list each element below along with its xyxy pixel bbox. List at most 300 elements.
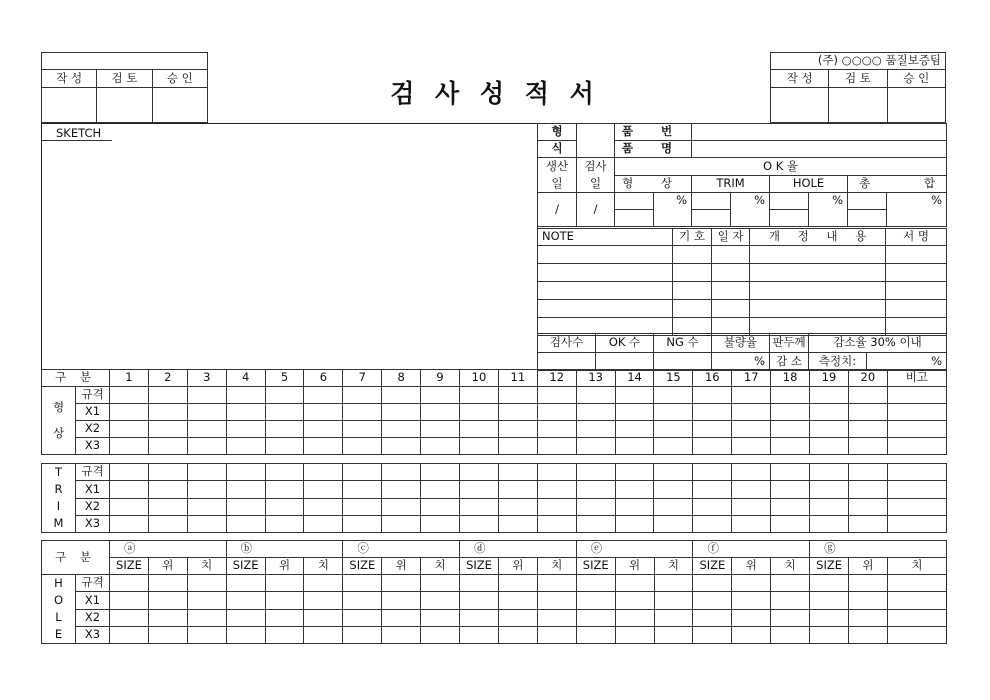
data-cell[interactable] (110, 481, 149, 498)
data-cell[interactable] (848, 387, 887, 404)
data-cell[interactable] (382, 421, 421, 438)
data-cell[interactable] (226, 481, 265, 498)
data-cell[interactable] (887, 515, 946, 532)
data-cell[interactable] (771, 575, 810, 592)
data-cell[interactable] (537, 592, 576, 609)
data-cell[interactable] (148, 438, 187, 455)
data-cell[interactable] (693, 404, 732, 421)
data-cell[interactable] (226, 592, 265, 609)
data-cell[interactable] (654, 575, 693, 592)
data-cell[interactable] (148, 592, 187, 609)
insp-date-value[interactable]: / (577, 193, 615, 227)
data-cell[interactable] (460, 515, 499, 532)
data-cell[interactable] (810, 387, 849, 404)
data-cell[interactable] (265, 421, 304, 438)
data-cell[interactable] (693, 515, 732, 532)
data-cell[interactable] (537, 438, 576, 455)
data-cell[interactable] (343, 498, 382, 515)
data-cell[interactable] (848, 421, 887, 438)
data-cell[interactable] (693, 387, 732, 404)
data-cell[interactable] (187, 438, 226, 455)
data-cell[interactable] (537, 481, 576, 498)
data-cell[interactable] (693, 575, 732, 592)
rev-date-cell[interactable] (712, 264, 750, 282)
data-cell[interactable] (187, 575, 226, 592)
data-cell[interactable] (537, 464, 576, 481)
data-cell[interactable] (810, 609, 849, 626)
data-cell[interactable] (693, 498, 732, 515)
data-cell[interactable] (771, 481, 810, 498)
note-row[interactable] (538, 246, 673, 264)
data-cell[interactable] (265, 481, 304, 498)
prod-date-value[interactable]: / (538, 193, 577, 227)
rev-symbol-cell[interactable] (673, 246, 712, 264)
data-cell[interactable] (576, 464, 615, 481)
summary-measured-value[interactable]: % (867, 353, 947, 371)
data-cell[interactable] (110, 404, 149, 421)
data-cell[interactable] (537, 609, 576, 626)
data-cell[interactable] (654, 404, 693, 421)
data-cell[interactable] (343, 626, 382, 643)
data-cell[interactable] (110, 464, 149, 481)
data-cell[interactable] (304, 515, 343, 532)
data-cell[interactable] (110, 515, 149, 532)
form-value[interactable] (577, 124, 615, 158)
ok-hole-value-2[interactable] (770, 210, 809, 227)
data-cell[interactable] (421, 592, 460, 609)
data-cell[interactable] (148, 515, 187, 532)
data-cell[interactable] (615, 464, 654, 481)
data-cell[interactable] (187, 592, 226, 609)
data-cell[interactable] (187, 421, 226, 438)
data-cell[interactable] (537, 575, 576, 592)
data-cell[interactable] (148, 404, 187, 421)
data-cell[interactable] (265, 498, 304, 515)
data-cell[interactable] (226, 498, 265, 515)
data-cell[interactable] (810, 421, 849, 438)
data-cell[interactable] (265, 592, 304, 609)
data-cell[interactable] (187, 626, 226, 643)
rev-symbol-cell[interactable] (673, 300, 712, 318)
approval-right-approve-sign[interactable] (887, 88, 945, 123)
data-cell[interactable] (576, 609, 615, 626)
data-cell[interactable] (732, 481, 771, 498)
data-cell[interactable] (848, 498, 887, 515)
data-cell[interactable] (693, 626, 732, 643)
data-cell[interactable] (421, 481, 460, 498)
data-cell[interactable] (343, 481, 382, 498)
rev-date-cell[interactable] (712, 282, 750, 300)
data-cell[interactable] (343, 387, 382, 404)
data-cell[interactable] (615, 498, 654, 515)
summary-defect-rate-value[interactable]: % (712, 353, 770, 371)
data-cell[interactable] (110, 498, 149, 515)
data-cell[interactable] (849, 609, 888, 626)
data-cell[interactable] (576, 481, 615, 498)
data-cell[interactable] (654, 481, 693, 498)
data-cell[interactable] (421, 387, 460, 404)
data-cell[interactable] (148, 387, 187, 404)
data-cell[interactable] (693, 438, 732, 455)
data-cell[interactable] (576, 575, 615, 592)
data-cell[interactable] (849, 592, 888, 609)
data-cell[interactable] (693, 609, 732, 626)
data-cell[interactable] (615, 421, 654, 438)
summary-ok-count-value[interactable] (596, 353, 654, 371)
data-cell[interactable] (732, 515, 771, 532)
data-cell[interactable] (771, 404, 810, 421)
data-cell[interactable] (537, 421, 576, 438)
note-row[interactable] (538, 264, 673, 282)
rev-symbol-cell[interactable] (673, 282, 712, 300)
ok-shape-value-2[interactable] (615, 210, 654, 227)
data-cell[interactable] (382, 481, 421, 498)
data-cell[interactable] (187, 481, 226, 498)
data-cell[interactable] (576, 421, 615, 438)
data-cell[interactable] (849, 626, 888, 643)
data-cell[interactable] (110, 609, 149, 626)
approval-right-review-sign[interactable] (829, 88, 887, 123)
data-cell[interactable] (654, 464, 693, 481)
data-cell[interactable] (498, 481, 537, 498)
data-cell[interactable] (187, 609, 226, 626)
ok-trim-value-2[interactable] (692, 210, 731, 227)
data-cell[interactable] (887, 592, 946, 609)
data-cell[interactable] (304, 464, 343, 481)
summary-ng-count-value[interactable] (654, 353, 712, 371)
data-cell[interactable] (226, 404, 265, 421)
data-cell[interactable] (848, 515, 887, 532)
rev-sign-cell[interactable] (886, 300, 947, 318)
data-cell[interactable] (498, 421, 537, 438)
data-cell[interactable] (615, 609, 654, 626)
data-cell[interactable] (654, 421, 693, 438)
data-cell[interactable] (343, 515, 382, 532)
data-cell[interactable] (110, 438, 149, 455)
data-cell[interactable] (887, 421, 946, 438)
data-cell[interactable] (187, 464, 226, 481)
data-cell[interactable] (148, 464, 187, 481)
data-cell[interactable] (576, 404, 615, 421)
data-cell[interactable] (304, 404, 343, 421)
data-cell[interactable] (654, 438, 693, 455)
data-cell[interactable] (498, 626, 537, 643)
data-cell[interactable] (498, 515, 537, 532)
data-cell[interactable] (537, 626, 576, 643)
data-cell[interactable] (810, 438, 849, 455)
data-cell[interactable] (148, 498, 187, 515)
data-cell[interactable] (732, 626, 771, 643)
data-cell[interactable] (265, 464, 304, 481)
data-cell[interactable] (304, 592, 343, 609)
data-cell[interactable] (265, 438, 304, 455)
data-cell[interactable] (187, 515, 226, 532)
ok-shape-value[interactable] (615, 193, 654, 210)
data-cell[interactable] (460, 421, 499, 438)
data-cell[interactable] (226, 609, 265, 626)
data-cell[interactable] (110, 626, 149, 643)
data-cell[interactable] (226, 438, 265, 455)
data-cell[interactable] (343, 464, 382, 481)
sketch-area[interactable] (41, 123, 538, 370)
data-cell[interactable] (498, 387, 537, 404)
data-cell[interactable] (304, 387, 343, 404)
data-cell[interactable] (771, 421, 810, 438)
data-cell[interactable] (615, 481, 654, 498)
data-cell[interactable] (848, 464, 887, 481)
data-cell[interactable] (304, 609, 343, 626)
data-cell[interactable] (382, 515, 421, 532)
data-cell[interactable] (460, 464, 499, 481)
data-cell[interactable] (498, 498, 537, 515)
rev-date-cell[interactable] (712, 246, 750, 264)
rev-content-cell[interactable] (750, 246, 886, 264)
rev-symbol-cell[interactable] (673, 264, 712, 282)
data-cell[interactable] (226, 387, 265, 404)
data-cell[interactable] (810, 404, 849, 421)
data-cell[interactable] (810, 626, 849, 643)
summary-ng-count-label: NG 수 (654, 334, 712, 353)
data-cell[interactable] (654, 387, 693, 404)
data-cell[interactable] (421, 421, 460, 438)
data-cell[interactable] (460, 438, 499, 455)
row-label: X2 (76, 421, 110, 438)
data-cell[interactable] (304, 575, 343, 592)
data-cell[interactable] (110, 387, 149, 404)
part-no-value[interactable] (692, 124, 947, 141)
data-cell[interactable] (343, 404, 382, 421)
data-cell[interactable] (460, 481, 499, 498)
data-cell[interactable] (810, 498, 849, 515)
data-cell[interactable] (226, 626, 265, 643)
ok-total-value[interactable] (848, 193, 887, 210)
data-cell[interactable] (460, 609, 499, 626)
data-cell[interactable] (732, 438, 771, 455)
data-cell[interactable] (304, 438, 343, 455)
data-cell[interactable] (148, 575, 187, 592)
data-cell[interactable] (887, 438, 946, 455)
note-row[interactable] (538, 282, 673, 300)
ok-hole-value[interactable] (770, 193, 809, 210)
rev-sign-cell[interactable] (886, 246, 947, 264)
data-cell[interactable] (304, 481, 343, 498)
data-cell[interactable] (771, 626, 810, 643)
data-cell[interactable] (343, 438, 382, 455)
data-cell[interactable] (343, 421, 382, 438)
data-cell[interactable] (615, 438, 654, 455)
data-cell[interactable] (771, 515, 810, 532)
data-cell[interactable] (187, 498, 226, 515)
rev-sign-cell[interactable] (886, 282, 947, 300)
data-cell[interactable] (421, 404, 460, 421)
data-cell[interactable] (887, 464, 946, 481)
data-cell[interactable] (110, 592, 149, 609)
data-cell[interactable] (887, 575, 946, 592)
data-cell[interactable] (382, 498, 421, 515)
data-cell[interactable] (732, 609, 771, 626)
data-cell[interactable] (693, 421, 732, 438)
rev-content-cell[interactable] (750, 264, 886, 282)
data-cell[interactable] (732, 464, 771, 481)
data-cell[interactable] (460, 575, 499, 592)
data-cell[interactable] (615, 592, 654, 609)
data-cell[interactable] (304, 626, 343, 643)
data-cell[interactable] (615, 515, 654, 532)
data-cell[interactable] (382, 404, 421, 421)
data-cell[interactable] (693, 464, 732, 481)
data-cell[interactable] (771, 438, 810, 455)
data-cell[interactable] (460, 387, 499, 404)
data-cell[interactable] (460, 498, 499, 515)
data-cell[interactable] (421, 438, 460, 455)
data-cell[interactable] (848, 438, 887, 455)
data-cell[interactable] (343, 575, 382, 592)
approval-right-author-sign[interactable] (771, 88, 829, 123)
data-cell[interactable] (460, 592, 499, 609)
data-cell[interactable] (226, 464, 265, 481)
data-cell[interactable] (654, 515, 693, 532)
data-cell[interactable] (887, 387, 946, 404)
data-cell[interactable] (265, 515, 304, 532)
data-cell[interactable] (226, 515, 265, 532)
data-cell[interactable] (226, 421, 265, 438)
data-cell[interactable] (537, 387, 576, 404)
data-cell[interactable] (848, 404, 887, 421)
rev-date-cell[interactable] (712, 300, 750, 318)
data-cell[interactable] (771, 609, 810, 626)
part-name-value[interactable] (692, 141, 947, 158)
data-cell[interactable] (187, 387, 226, 404)
data-cell[interactable] (576, 515, 615, 532)
data-cell[interactable] (498, 592, 537, 609)
data-cell[interactable] (732, 592, 771, 609)
data-cell[interactable] (732, 498, 771, 515)
data-cell[interactable] (421, 464, 460, 481)
data-cell[interactable] (382, 575, 421, 592)
data-cell[interactable] (615, 575, 654, 592)
data-cell[interactable] (265, 404, 304, 421)
approval-left-author-sign[interactable] (42, 88, 97, 123)
rev-sign-cell[interactable] (886, 264, 947, 282)
data-cell[interactable] (732, 404, 771, 421)
data-cell[interactable] (732, 421, 771, 438)
data-cell[interactable] (732, 387, 771, 404)
data-cell[interactable] (148, 626, 187, 643)
data-cell[interactable] (421, 515, 460, 532)
data-cell[interactable] (304, 498, 343, 515)
data-cell[interactable] (382, 626, 421, 643)
data-cell[interactable] (148, 421, 187, 438)
data-cell[interactable] (810, 592, 849, 609)
approval-left-approve-sign[interactable] (152, 88, 207, 123)
data-cell[interactable] (265, 609, 304, 626)
data-cell[interactable] (421, 498, 460, 515)
data-cell[interactable] (343, 609, 382, 626)
data-cell[interactable] (576, 626, 615, 643)
data-cell[interactable] (732, 575, 771, 592)
rev-content-cell[interactable] (750, 300, 886, 318)
hole-vertical-label (42, 575, 76, 644)
data-cell[interactable] (693, 481, 732, 498)
note-row[interactable] (538, 300, 673, 318)
data-cell[interactable] (343, 592, 382, 609)
data-cell[interactable] (576, 592, 615, 609)
data-cell[interactable] (849, 575, 888, 592)
data-cell[interactable] (576, 438, 615, 455)
data-cell[interactable] (887, 609, 946, 626)
data-cell[interactable] (810, 464, 849, 481)
data-cell[interactable] (887, 498, 946, 515)
data-cell[interactable] (848, 481, 887, 498)
ok-trim-value[interactable] (692, 193, 731, 210)
data-cell[interactable] (615, 387, 654, 404)
data-cell[interactable] (771, 498, 810, 515)
data-cell[interactable] (887, 404, 946, 421)
data-cell[interactable] (771, 592, 810, 609)
ok-total-value-2[interactable] (848, 210, 887, 227)
data-cell[interactable] (265, 387, 304, 404)
data-cell[interactable] (265, 626, 304, 643)
data-cell[interactable] (226, 575, 265, 592)
data-cell[interactable] (421, 609, 460, 626)
data-cell[interactable] (498, 438, 537, 455)
data-cell[interactable] (615, 404, 654, 421)
data-cell[interactable] (110, 421, 149, 438)
data-cell[interactable] (771, 387, 810, 404)
data-cell[interactable] (810, 515, 849, 532)
data-cell[interactable] (498, 404, 537, 421)
data-cell[interactable] (187, 404, 226, 421)
data-cell[interactable] (537, 515, 576, 532)
data-cell[interactable] (810, 575, 849, 592)
data-cell[interactable] (887, 626, 946, 643)
data-cell[interactable] (654, 609, 693, 626)
data-cell[interactable] (576, 387, 615, 404)
data-cell[interactable] (498, 575, 537, 592)
data-cell[interactable] (654, 626, 693, 643)
data-cell[interactable] (460, 626, 499, 643)
data-cell[interactable] (887, 481, 946, 498)
summary-insp-count-value[interactable] (538, 353, 596, 371)
data-cell[interactable] (537, 498, 576, 515)
data-cell[interactable] (654, 592, 693, 609)
data-cell[interactable] (693, 592, 732, 609)
data-cell[interactable] (498, 464, 537, 481)
data-cell[interactable] (382, 592, 421, 609)
data-cell[interactable] (654, 498, 693, 515)
data-cell[interactable] (382, 387, 421, 404)
data-cell[interactable] (615, 626, 654, 643)
data-cell[interactable] (498, 609, 537, 626)
approval-left-review-sign[interactable] (97, 88, 152, 123)
data-cell[interactable] (148, 609, 187, 626)
data-cell[interactable] (304, 421, 343, 438)
data-cell[interactable] (382, 609, 421, 626)
rev-content-cell[interactable] (750, 282, 886, 300)
data-cell[interactable] (421, 626, 460, 643)
data-cell[interactable] (265, 575, 304, 592)
data-cell[interactable] (382, 464, 421, 481)
data-cell[interactable] (537, 404, 576, 421)
data-cell[interactable] (460, 404, 499, 421)
data-cell[interactable] (148, 481, 187, 498)
data-cell[interactable] (771, 464, 810, 481)
data-cell[interactable] (382, 438, 421, 455)
data-cell[interactable] (110, 575, 149, 592)
data-cell[interactable] (576, 498, 615, 515)
data-cell[interactable] (421, 575, 460, 592)
data-cell[interactable] (810, 481, 849, 498)
